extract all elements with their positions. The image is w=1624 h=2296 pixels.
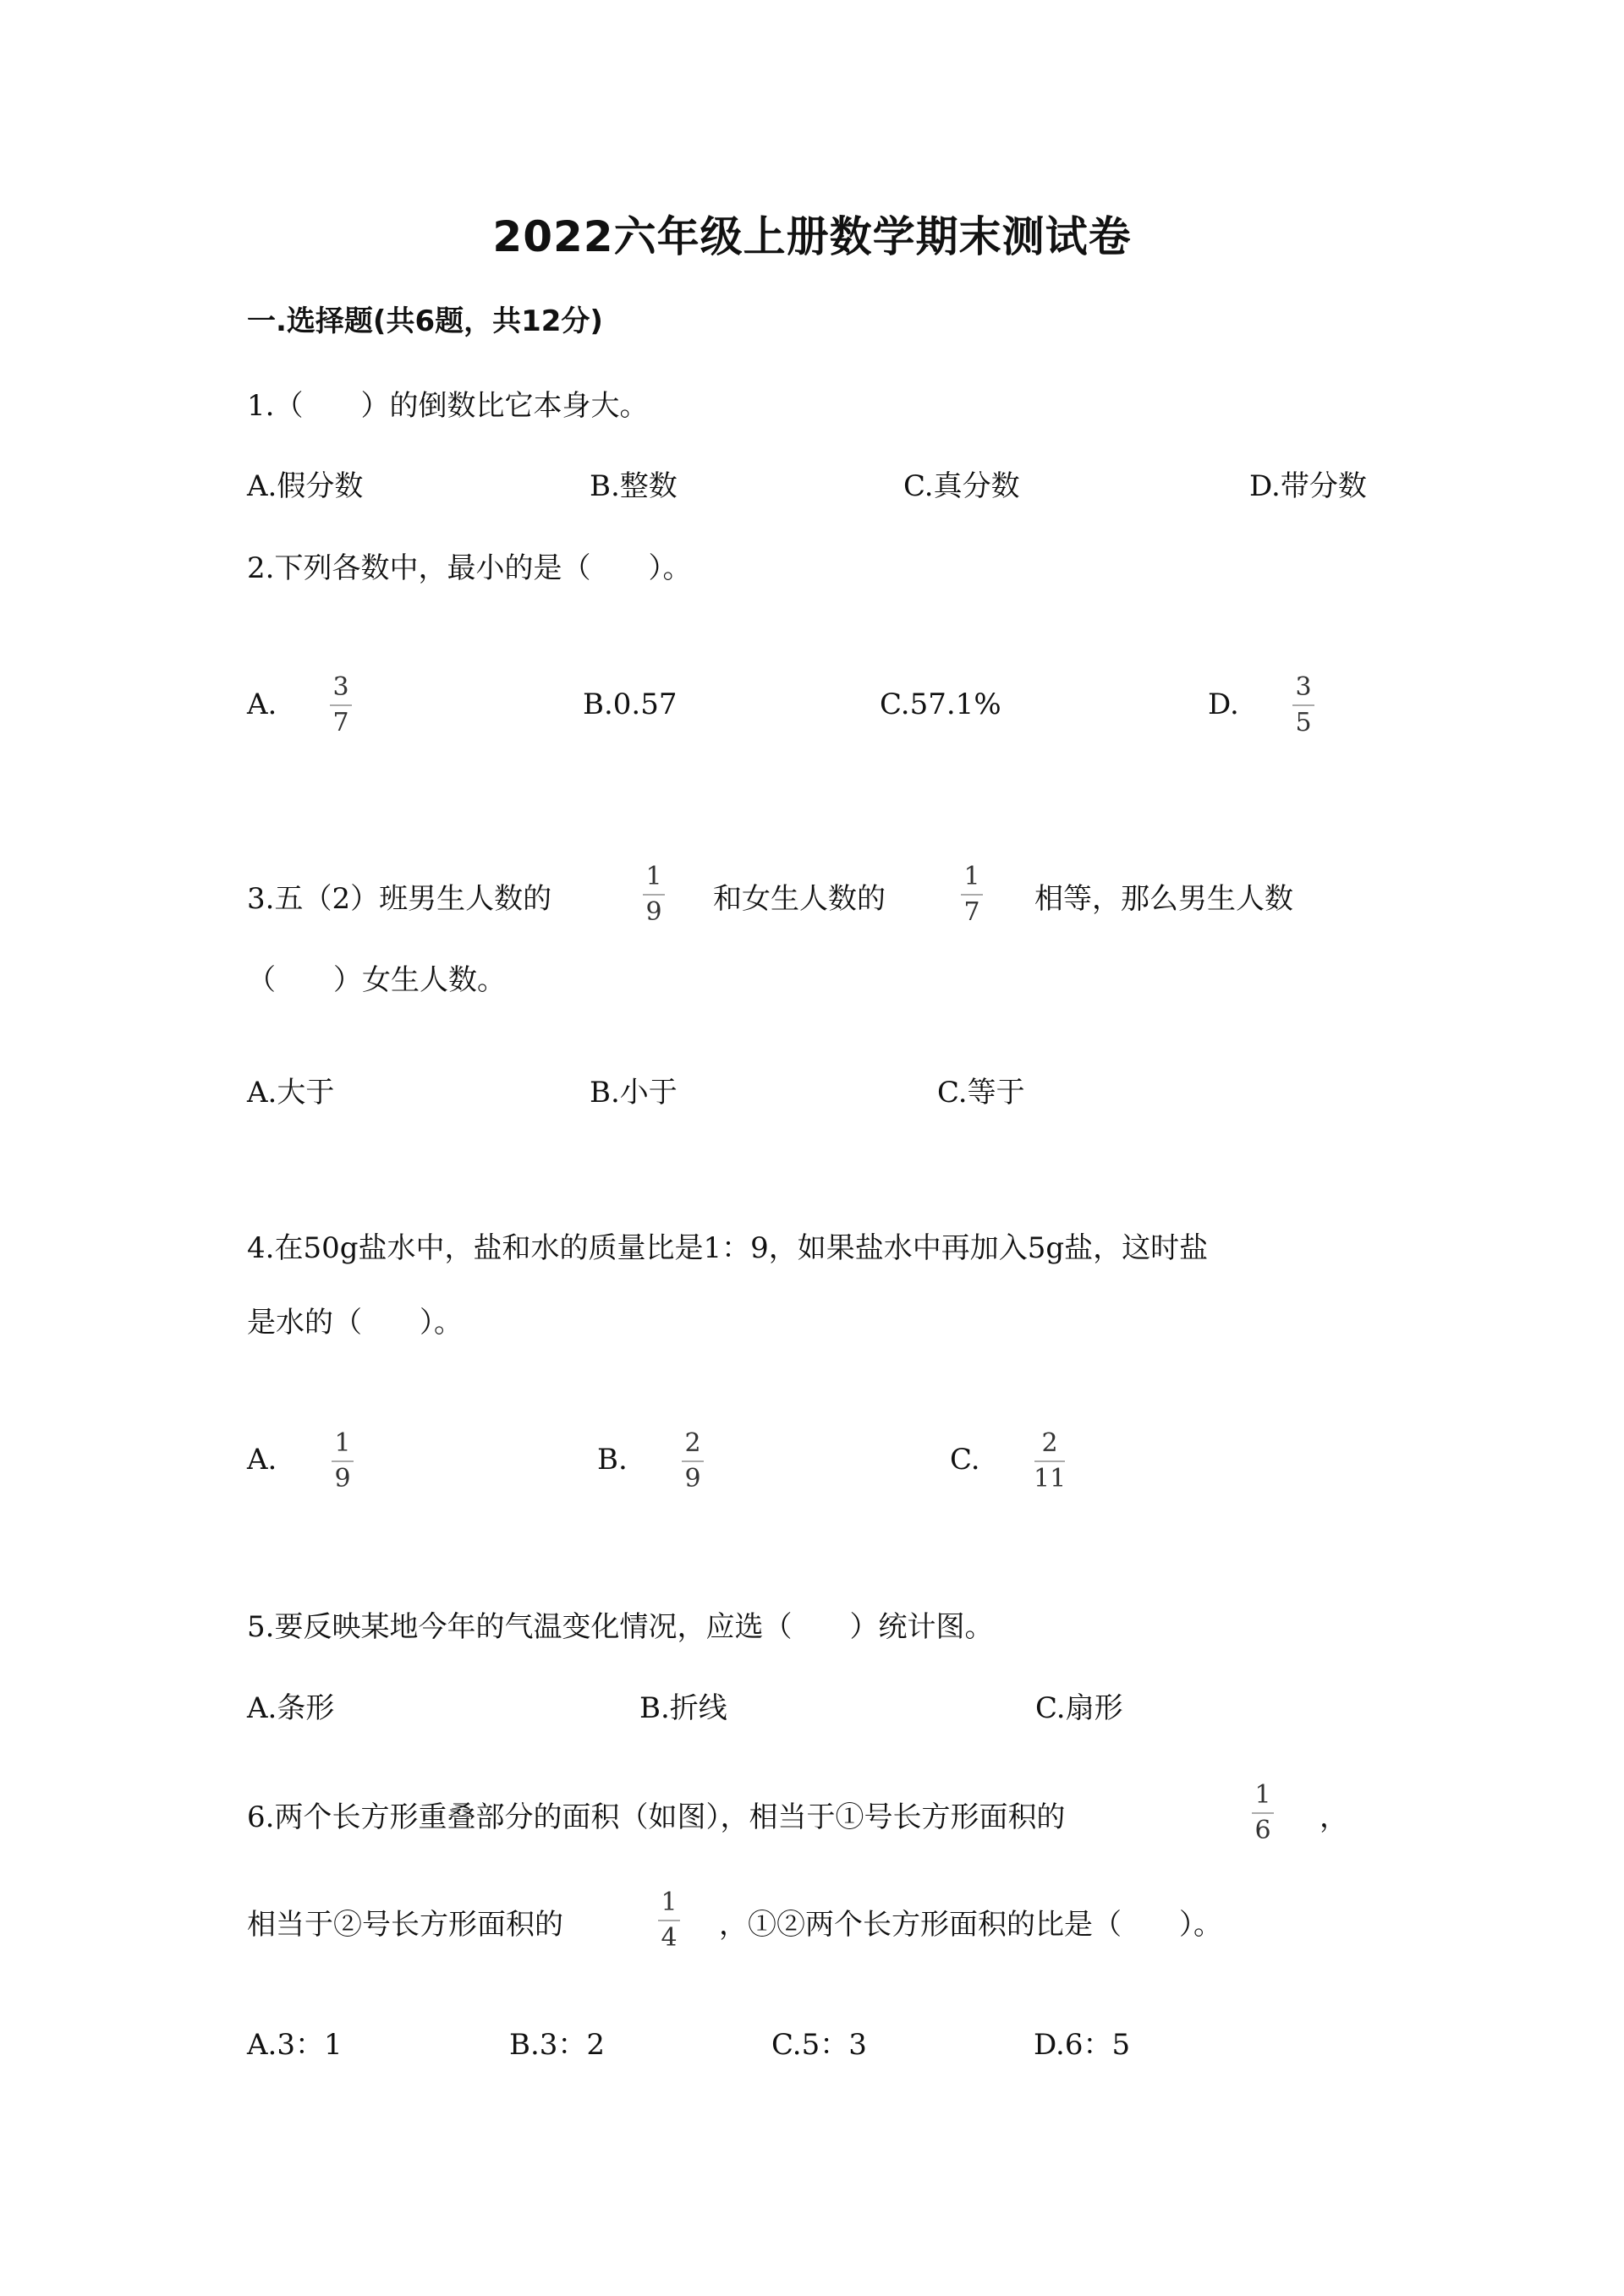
q5-option-b[interactable]: B.折线 bbox=[639, 1691, 727, 1725]
numerator: 1 bbox=[1254, 1780, 1271, 1810]
question-6-text-part1: 6.两个长方形重叠部分的面积（如图），相当于①号长方形面积的 bbox=[247, 1800, 1066, 1834]
q2-option-c[interactable]: C.57.1% bbox=[880, 688, 1001, 721]
numerator: 2 bbox=[1041, 1428, 1058, 1458]
question-3-text-part1: 3.五（2）班男生人数的 bbox=[247, 882, 552, 916]
fraction-bar bbox=[643, 894, 665, 896]
numerator: 3 bbox=[332, 672, 349, 702]
q3-option-a[interactable]: A.大于 bbox=[247, 1076, 335, 1110]
q4-option-a-fraction bbox=[332, 1428, 354, 1493]
q4-option-b[interactable]: B. bbox=[597, 1443, 628, 1477]
question-6-comma: ， bbox=[1320, 1800, 1348, 1834]
numerator: 2 bbox=[684, 1428, 701, 1458]
fraction-bar bbox=[332, 1460, 354, 1462]
numerator: 3 bbox=[1295, 672, 1312, 702]
denominator: 6 bbox=[1254, 1816, 1271, 1845]
q1-option-d[interactable]: D.带分数 bbox=[1249, 469, 1367, 503]
fraction-bar bbox=[330, 704, 352, 706]
q4-option-c[interactable]: C. bbox=[950, 1443, 980, 1477]
q4-option-b-fraction bbox=[682, 1428, 704, 1493]
denominator: 5 bbox=[1295, 708, 1312, 737]
q6-option-d[interactable]: D.6：5 bbox=[1034, 2028, 1131, 2062]
q1-option-b[interactable]: B.整数 bbox=[590, 469, 678, 503]
denominator: 7 bbox=[963, 897, 980, 927]
q1-option-c[interactable]: C.真分数 bbox=[903, 469, 1020, 503]
fraction-bar bbox=[1292, 704, 1314, 706]
fraction-bar bbox=[1252, 1812, 1274, 1814]
fraction-bar bbox=[961, 894, 983, 896]
q2-option-d[interactable]: D. bbox=[1208, 688, 1239, 721]
q2-option-a[interactable]: A. bbox=[247, 688, 277, 721]
numerator: 1 bbox=[334, 1428, 351, 1458]
denominator: 11 bbox=[1034, 1464, 1067, 1493]
q2-option-d-fraction bbox=[1292, 672, 1314, 737]
question-1-text: 1.（ ）的倒数比它本身大。 bbox=[247, 389, 649, 423]
fraction-bar bbox=[1034, 1460, 1065, 1462]
denominator: 7 bbox=[332, 708, 349, 737]
q3-fraction-2 bbox=[961, 864, 983, 925]
q5-option-a[interactable]: A.条形 bbox=[247, 1691, 335, 1725]
page-title: 2022六年级上册数学期末测试卷 bbox=[492, 212, 1132, 261]
question-5-text: 5.要反映某地今年的气温变化情况，应选（ ）统计图。 bbox=[247, 1610, 994, 1644]
numerator: 1 bbox=[661, 1888, 678, 1917]
fraction-bar bbox=[682, 1460, 704, 1462]
fraction-bar bbox=[658, 1920, 680, 1921]
question-4-text-line1: 4.在50g盐水中，盐和水的质量比是1：9，如果盐水中再加入5g盐，这时盐 bbox=[247, 1231, 1209, 1265]
q2-option-a-fraction bbox=[330, 672, 352, 737]
q5-option-c[interactable]: C.扇形 bbox=[1035, 1691, 1123, 1725]
denominator: 9 bbox=[645, 897, 662, 927]
question-2-text: 2.下列各数中，最小的是（ ）。 bbox=[247, 551, 692, 585]
q6-option-a[interactable]: A.3：1 bbox=[247, 2028, 343, 2062]
denominator: 9 bbox=[684, 1464, 701, 1493]
q6-option-b[interactable]: B.3：2 bbox=[509, 2028, 606, 2062]
q6-fraction-1 bbox=[1252, 1780, 1274, 1845]
q3-fraction-1 bbox=[643, 864, 665, 925]
numerator: 1 bbox=[963, 862, 980, 891]
question-6-text-part3: 相当于②号长方形面积的 bbox=[247, 1908, 563, 1942]
q6-option-c[interactable]: C.5：3 bbox=[771, 2028, 867, 2062]
q4-option-c-fraction bbox=[1034, 1428, 1067, 1493]
q4-option-a[interactable]: A. bbox=[247, 1443, 277, 1477]
denominator: 9 bbox=[334, 1464, 351, 1493]
q3-option-c[interactable]: C.等于 bbox=[937, 1076, 1025, 1110]
q1-option-a[interactable]: A.假分数 bbox=[247, 469, 364, 503]
question-6-text-part4: ，①②两个长方形面积的比是（ ）。 bbox=[719, 1908, 1222, 1942]
q2-option-b[interactable]: B.0.57 bbox=[583, 688, 678, 721]
question-3-text-part2: 和女生人数的 bbox=[713, 882, 886, 916]
q3-option-b[interactable]: B.小于 bbox=[590, 1076, 678, 1110]
question-3-text-part3: 相等，那么男生人数 bbox=[1034, 882, 1293, 916]
numerator: 1 bbox=[645, 862, 662, 891]
question-3-text-line2: （ ）女生人数。 bbox=[247, 963, 506, 997]
section-heading: 一.选择题(共6题，共12分) bbox=[247, 304, 603, 338]
q6-fraction-2 bbox=[658, 1890, 680, 1951]
denominator: 4 bbox=[661, 1923, 678, 1953]
question-4-text-line2: 是水的（ ）。 bbox=[247, 1306, 463, 1340]
